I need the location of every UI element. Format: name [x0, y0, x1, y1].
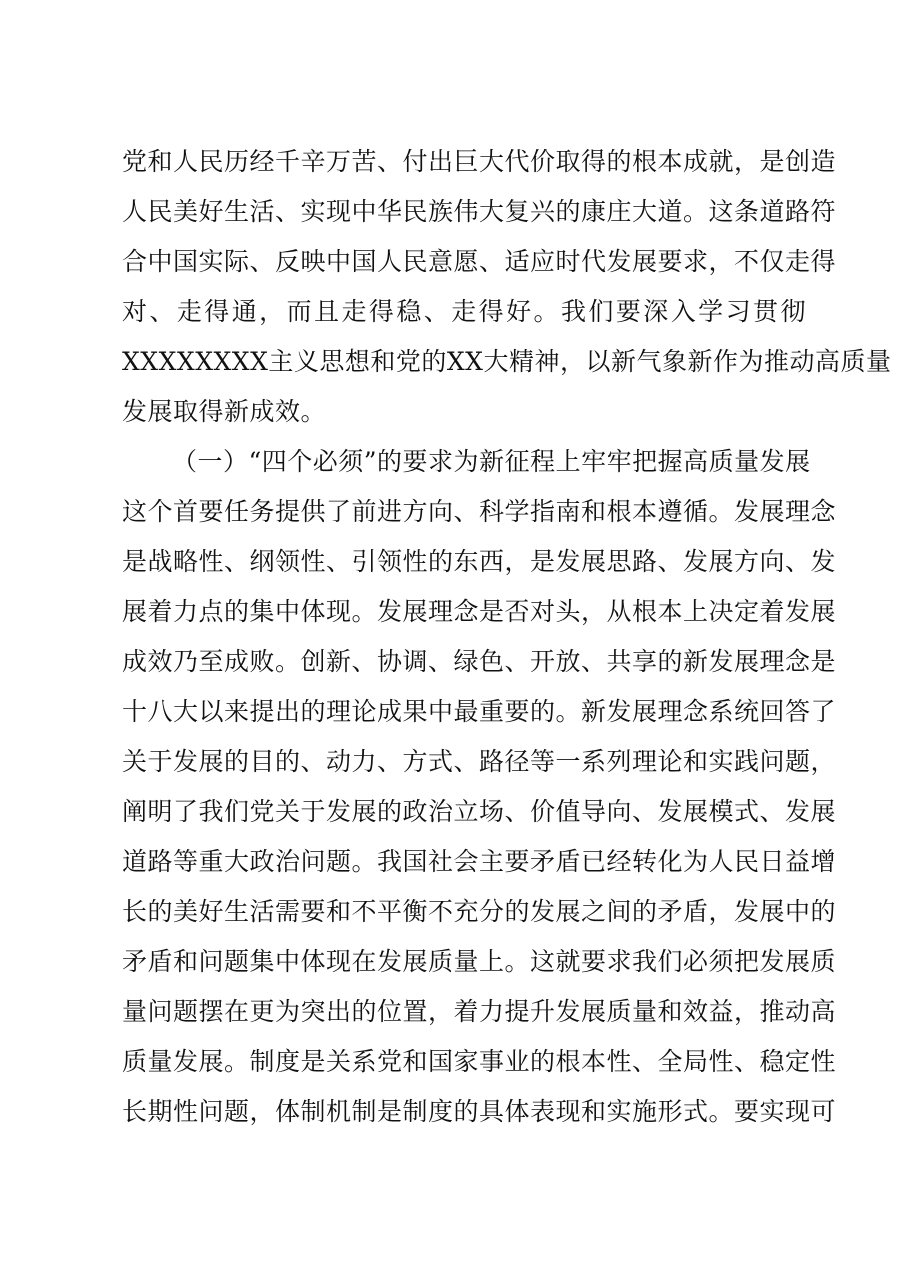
text-line-3: 合中国实际、反映中国人民意愿、适应时代发展要求，不仅走得	[122, 247, 837, 276]
text-line-14: 阐明了我们党关于发展的政治立场、价值导向、发展模式、发展	[122, 797, 837, 826]
text-line-5: XXXXXXXX主义思想和党的XX大精神，以新气象新作为推动高质量	[122, 347, 892, 376]
text-line-2: 人民美好生活、实现中华民族伟大复兴的康庄大道。这条道路符	[122, 197, 837, 226]
text-line-16: 长的美好生活需要和不平衡不充分的发展之间的矛盾，发展中的	[122, 897, 837, 926]
text-line-12: 十八大以来提出的理论成果中最重要的。新发展理念系统回答了	[122, 697, 837, 726]
text-line-17: 矛盾和问题集中体现在发展质量上。这就要求我们必须把发展质	[122, 947, 837, 976]
text-line-15: 道路等重大政治问题。我国社会主要矛盾已经转化为人民日益增	[122, 847, 837, 876]
text-line-4: 对、走得通，而且走得稳、走得好。我们要深入学习贯彻	[122, 297, 806, 326]
text-line-13: 关于发展的目的、动力、方式、路径等一系列理论和实践问题，	[122, 747, 837, 776]
text-line-11: 成效乃至成败。创新、协调、绿色、开放、共享的新发展理念是	[122, 647, 837, 676]
text-line-9: 是战略性、纲领性、引领性的东西，是发展思路、发展方向、发	[122, 547, 837, 576]
text-line-10: 展着力点的集中体现。发展理念是否对头，从根本上决定着发展	[122, 597, 837, 626]
text-line-20: 长期性问题，体制机制是制度的具体表现和实施形式。要实现可	[122, 1097, 837, 1126]
text-line-19: 质量发展。制度是关系党和国家事业的根本性、全局性、稳定性	[122, 1047, 837, 1076]
section-heading-line: （一）“四个必须”的要求为新征程上牢牢把握高质量发展	[172, 447, 811, 476]
text-line-6: 发展取得新成效。	[122, 397, 327, 426]
text-line-18: 量问题摆在更为突出的位置，着力提升发展质量和效益，推动高	[122, 997, 837, 1026]
text-line-8: 这个首要任务提供了前进方向、科学指南和根本遵循。发展理念	[122, 497, 837, 526]
text-line-1: 党和人民历经千辛万苦、付出巨大代价取得的根本成就，是创造	[122, 147, 837, 176]
